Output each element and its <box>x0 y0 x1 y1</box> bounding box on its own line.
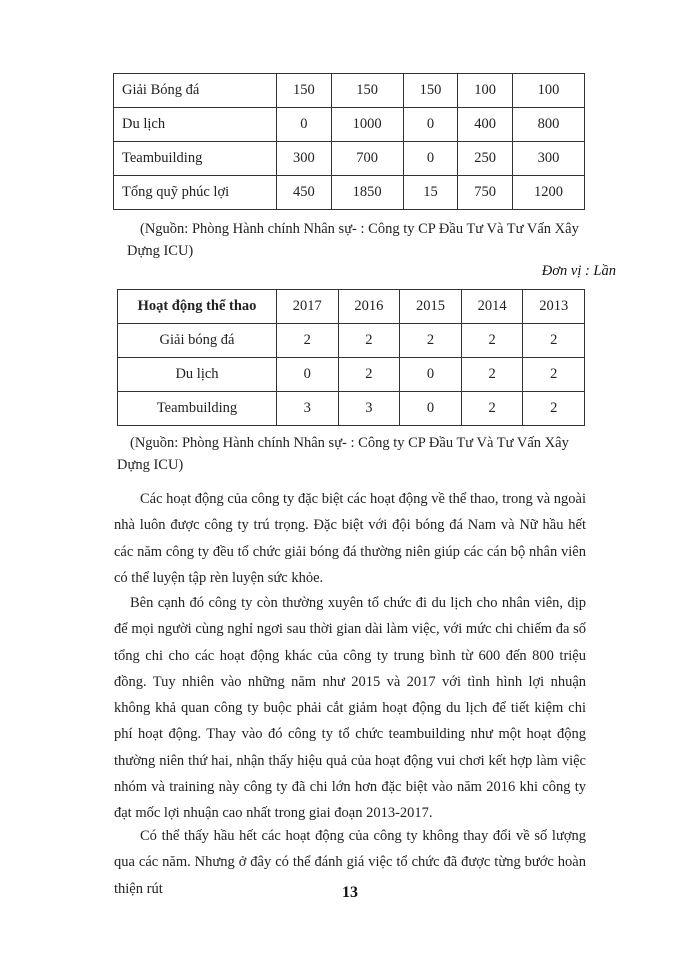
row-label: Giải bóng đá <box>118 324 277 358</box>
row-label: Tổng quỹ phúc lợi <box>114 176 277 210</box>
table-row <box>114 142 585 176</box>
table-cell: 300 <box>277 142 332 176</box>
column-header: 2015 <box>400 290 462 324</box>
column-header: 2017 <box>277 290 339 324</box>
body-paragraph: Có thể thấy hầu hết các hoạt động của công ty không thay đổi về số lượng qua các năm. Nhưng ở đây có thể đánh giá việc tổ chức đã được từng bước hoàn thiện rút <box>114 828 586 897</box>
table-cell: 100 <box>458 74 513 108</box>
table-cell: 2 <box>523 324 585 358</box>
source-line: Dựng ICU) <box>127 243 194 259</box>
row-label: Du lịch <box>114 108 277 142</box>
table-cell: 100 <box>512 74 584 108</box>
table-row <box>118 392 585 426</box>
row-label: Teambuilding <box>118 392 277 426</box>
table-cell: 450 <box>277 176 332 210</box>
sports-activity-table <box>117 289 585 426</box>
column-header: 2014 <box>461 290 523 324</box>
table-cell: 3 <box>338 392 400 426</box>
table1-source-note <box>127 218 600 262</box>
table-cell: 2 <box>461 358 523 392</box>
table-cell: 250 <box>458 142 513 176</box>
body-paragraph: Bên cạnh đó công ty còn thường xuyên tổ chức đi du lịch cho nhân viên, dịp để mọi người cùng nghỉ ngơi sau thời gian dài làm việc, với mức chi chiếm đa số tổng chi cho các hoạt động khác của công ty trung bình từ 600 đến 800 triệu đồng. Tuy nhiên vào những năm như 2015 và 2017 với tình hình lợi nhuận không khả quan công ty buộc phải cắt giảm hoạt động du lịch để tiết kiệm chi phí hoạt động. Thay vào đó công ty tổ chức teambuilding như một hoạt động thường niên thứ hai, nhận thấy hiệu quả của hoạt động vui chơi kết hợp làm việc nhóm và training này công ty đã chi lớn hơn đặc biệt vào năm 2016 khi công ty đạt mốc lợi nhuận cao nhất trong giai đoạn 2013-2017. <box>114 595 586 822</box>
table-cell: 1200 <box>512 176 584 210</box>
table-cell: 150 <box>277 74 332 108</box>
table-cell: 2 <box>523 358 585 392</box>
source-line: Dựng ICU) <box>117 457 184 473</box>
row-label: Teambuilding <box>114 142 277 176</box>
table-cell: 3 <box>277 392 339 426</box>
table-cell: 2 <box>461 392 523 426</box>
table-row <box>118 358 585 392</box>
source-line: (Nguồn: Phòng Hành chính Nhân sự- : Công ty CP Đầu Tư Và Tư Vấn Xây <box>130 435 569 451</box>
table-cell: 2 <box>338 324 400 358</box>
table-cell: 800 <box>512 108 584 142</box>
table-cell: 150 <box>331 74 403 108</box>
table-cell: 2 <box>461 324 523 358</box>
table-cell: 0 <box>403 108 458 142</box>
table-cell: 0 <box>400 392 462 426</box>
table-row <box>114 108 585 142</box>
table-cell: 2 <box>523 392 585 426</box>
table-cell: 300 <box>512 142 584 176</box>
table-cell: 2 <box>277 324 339 358</box>
row-label: Du lịch <box>118 358 277 392</box>
column-header: 2013 <box>523 290 585 324</box>
body-paragraph: Các hoạt động của công ty đặc biệt các hoạt động về thể thao, trong và ngoài nhà luôn được công ty trú trọng. Đặc biệt với đội bóng đá Nam và Nữ hầu hết các năm công ty đều tổ chức giải bóng đá thường niên giúp các cán bộ nhân viên có thể luyện tập rèn luyện sức khỏe. <box>114 491 586 586</box>
table-cell: 0 <box>277 358 339 392</box>
table-cell: 150 <box>403 74 458 108</box>
table-cell: 0 <box>400 358 462 392</box>
table-row <box>118 324 585 358</box>
table-row <box>114 176 585 210</box>
table2-source-note <box>117 432 600 476</box>
table-cell: 0 <box>277 108 332 142</box>
table-cell: 1850 <box>331 176 403 210</box>
welfare-fund-table <box>113 73 585 210</box>
row-label: Giải Bóng đá <box>114 74 277 108</box>
table-cell: 700 <box>331 142 403 176</box>
source-line: (Nguồn: Phòng Hành chính Nhân sự- : Công ty CP Đầu Tư Và Tư Vấn Xây <box>140 221 579 237</box>
table-cell: 2 <box>338 358 400 392</box>
table-cell: 2 <box>400 324 462 358</box>
table-cell: 15 <box>403 176 458 210</box>
table-row <box>114 74 585 108</box>
unit-label: Đơn vị : Lần <box>541 263 616 279</box>
table-cell: 0 <box>403 142 458 176</box>
table-cell: 400 <box>458 108 513 142</box>
column-header: Hoạt động thể thao <box>118 290 277 324</box>
table-cell: 1000 <box>331 108 403 142</box>
column-header: 2016 <box>338 290 400 324</box>
page-number: 13 <box>342 884 358 901</box>
table-header-row <box>118 290 585 324</box>
table-cell: 750 <box>458 176 513 210</box>
